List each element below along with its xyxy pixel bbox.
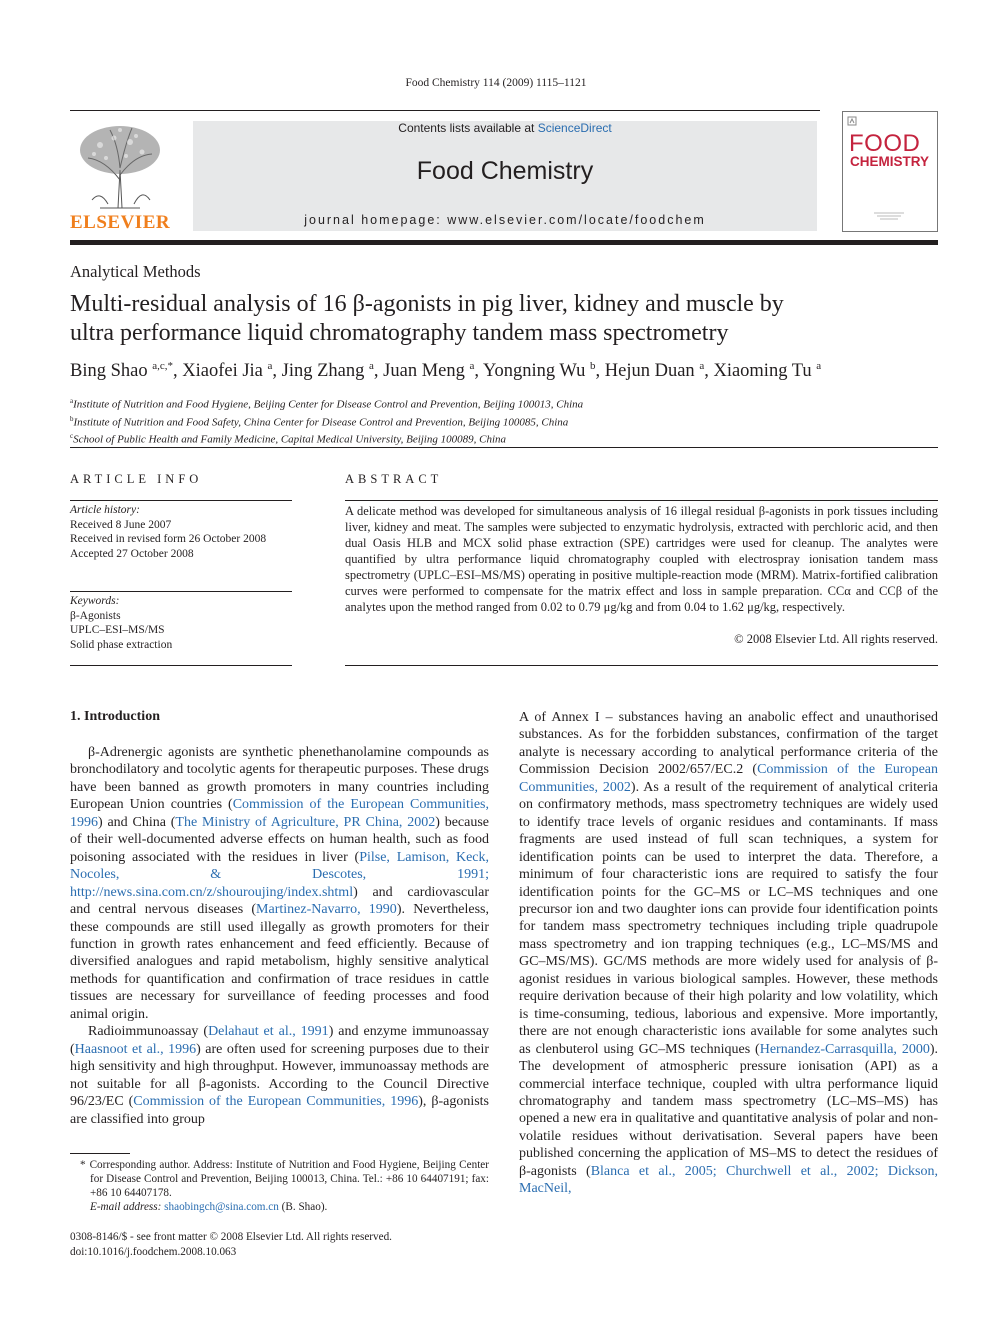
author-name[interactable]: Xiaoming Tu <box>713 361 812 382</box>
author-affiliation-mark[interactable]: a <box>267 360 273 372</box>
email-link[interactable]: shaobingch@sina.com.cn <box>164 1201 279 1213</box>
paragraph-text: ). As a result of the requirement of analytical criteria on confirmatory methods, mass spectrometry techniques are widely used to identify trace levels of organic residues and contaminants. If mass fragments are used instead of full scan techniques, a system for identification points can be used to interpret the data. Therefore, a minimum of four characteristic ions are required to satisfy the four identification points for the GC–MS or LC–MS techniques and one precursor ion and two daughter ions can provide four identification points for tandem mass spectrometry techniques including triple quadrupole mass spectrometry and ion trapping techniques (e.g., LC–MS/MS and GC–MS/MS). GC/MS methods are more widely used for analysis of β-agonist residues in various biological samples. However, these methods require derivation because of their high polarity and low volatility, which is time-consuming, tedious, laborious and expensive. More importantly, there are not enough characteristic ions available for some analytes such as clenbuterol using GC–MS techniques ( <box>519 779 938 1057</box>
contents-line <box>193 121 817 135</box>
article-section: Analytical Methods <box>70 262 201 281</box>
affiliations <box>70 394 583 447</box>
author-affiliation-mark[interactable]: a,c,* <box>152 360 173 372</box>
citation-link[interactable]: Haasnoot et al., 1996 <box>74 1041 197 1057</box>
citation-link[interactable]: The Ministry of Agriculture, PR China, 2002 <box>175 814 436 830</box>
affiliation-text: Institute of Nutrition and Food Safety, China Center for Disease Control and Prevention, Beijing 100085, China <box>73 416 569 429</box>
keyword: UPLC–ESI–MS/MS <box>70 624 165 637</box>
article-title <box>70 290 920 348</box>
paragraph-text: ) are often used for screening purposes due to their high sensitivity and high throughput. However, immunoassay methods are not suitable for all β-agonists. According to the Council Directive 96/23/EC ( <box>70 1041 489 1110</box>
affiliation-c <box>70 429 583 447</box>
affiliation-text: School of Public Health and Family Medicine, Capital Medical University, Beijing 100089, China <box>73 433 507 446</box>
email-note <box>70 1200 489 1214</box>
author-affiliation-mark[interactable]: a <box>816 360 822 372</box>
paragraph-text: ), β-agonists are classified into group <box>70 1094 489 1127</box>
abstract-heading: ABSTRACT <box>345 472 443 486</box>
citation-link[interactable]: Delahaut et al., 1991 <box>208 1024 329 1040</box>
section-rule <box>70 447 938 448</box>
journal-homepage[interactable]: journal homepage: www.elsevier.com/locate/foodchem <box>304 213 706 227</box>
elsevier-wordmark: ELSEVIER <box>70 212 171 233</box>
corresponding-text: Corresponding author. Address: Institute of Nutrition and Food Hygiene, Beijing Center for Disease Control and Prevention, Beijing 100013, China. Tel.: +86 10 64407191; fax: +86 10 64407178. <box>89 1159 489 1199</box>
keywords-block <box>70 594 172 652</box>
header-top-rule <box>70 110 820 111</box>
paragraph-text: A of Annex I – substances having an anabolic effect and unauthorised substances. As for the forbidden substances, confirmation of the target analyte is necessary according to analytical performance criteria of the Commission Decision 2002/657/EC.2 ( <box>519 710 938 778</box>
citation-link[interactable]: Blanca et al., 2005; Churchwell et al., 2002; Dickson, MacNeil, <box>519 1163 938 1197</box>
footnote-mark: * <box>80 1159 86 1171</box>
cover-small-print <box>872 210 906 222</box>
journal-reference: Food Chemistry 114 (2009) 1115–1121 <box>405 77 587 89</box>
citation-link[interactable]: Hernandez-Carrasquilla, 2000 <box>759 1041 930 1057</box>
cover-title-food: FOOD <box>849 130 921 157</box>
intro-paragraph-1 <box>70 744 489 1023</box>
keyword: β-Agonists <box>70 609 121 622</box>
affiliation-mark: c <box>70 432 74 441</box>
author-name[interactable]: Hejun Duan <box>604 361 695 382</box>
author-name[interactable]: Bing Shao <box>70 361 148 382</box>
body-column-left <box>70 744 489 1128</box>
journal-title: Food Chemistry <box>416 157 594 185</box>
citation-link[interactable]: Commission of the European Communities, 1996 <box>133 1094 419 1110</box>
paragraph-text: Radioimmunoassay ( <box>88 1024 209 1040</box>
footnote-rule <box>70 1153 130 1154</box>
elsevier-tree-logo <box>70 120 170 212</box>
footnote <box>70 1158 489 1214</box>
corresponding-author-note <box>70 1158 489 1200</box>
citation-link[interactable]: Commission of the European Communities, 2002 <box>519 762 938 795</box>
paragraph-text: ) and China ( <box>98 814 176 830</box>
history-label: Article history: <box>70 504 140 516</box>
keyword: Solid phase extraction <box>70 638 173 651</box>
received-date: Received 8 June 2007 <box>70 518 172 531</box>
introduction-heading: 1. Introduction <box>70 709 160 724</box>
author-name[interactable]: Juan Meng <box>383 361 465 382</box>
affiliation-b <box>70 412 583 430</box>
issn-line: 0308-8146/$ - see front matter © 2008 Elsevier Ltd. All rights reserved. <box>70 1231 392 1243</box>
abstract-bottom-rule <box>345 665 938 666</box>
abstract-rule <box>345 500 938 501</box>
author-list: Bing Shao $^{a,c,*}$, Xiaofei Jia $^a$, Jing Zhang $^a$, Juan Meng $^a$, Yongning Wu $^b$, Hejun Duan $^a$, Xiaoming Tu $^a$ <box>70 360 822 382</box>
paragraph-text: ) and cardiovascular and central nervous diseases ( <box>70 884 489 918</box>
article-history <box>70 503 266 561</box>
email-label: E-mail address: <box>90 1201 162 1213</box>
cover-emblem-icon <box>847 116 857 126</box>
affiliation-text: Institute of Nutrition and Food Hygiene, Beijing Center for Disease Control and Prevention, Beijing 100013, China <box>73 398 584 411</box>
citation-link[interactable]: Commission of the European Communities, 1996 <box>70 797 489 830</box>
author-name[interactable]: Jing Zhang <box>281 361 365 382</box>
sciencedirect-link[interactable]: ScienceDirect <box>537 121 612 135</box>
affiliation-a <box>70 394 583 412</box>
email-suffix: (B. Shao). <box>281 1201 328 1213</box>
body-column-right <box>519 709 938 1198</box>
author-affiliation-mark[interactable]: a <box>469 360 475 372</box>
citation-link[interactable]: Pilse, Lamison, Keck, Nocoles, & Descotes, 1991; http://news.sina.com.cn/z/shouroujing/index.shtml <box>70 849 489 900</box>
paragraph-text: ) and enzyme immunoassay ( <box>70 1024 489 1057</box>
title-line-1: Multi-residual analysis of 16 β-agonists in pig liver, kidney and muscle by <box>70 291 784 317</box>
affiliation-mark: a <box>70 397 74 405</box>
paragraph-text: β-Adrenergic agonists are synthetic phenethanolamine compounds as bronchodilatory and tocolytic agents for therapeutic purposes. These drugs have been banned as growth promoters in many countries including European Union countries ( <box>70 745 489 813</box>
author-affiliation-mark[interactable]: b <box>590 360 596 372</box>
paragraph-text: ). Nevertheless, these compounds are still used illegally as growth promoters for their function in growth rates enhancement and feed efficiently. Because of diversified analogues and rapid metabolism, highly sensitive analytical methods for quantification and confirmation of trace residues in cattle tissues are necessary for surveillance of feeding processes and food animal origin. <box>70 902 489 1022</box>
citation-link[interactable]: Martinez-Navarro, 1990 <box>256 902 397 918</box>
accepted-date: Accepted 27 October 2008 <box>70 547 194 560</box>
article-info-bottom-rule <box>70 665 292 666</box>
keywords-label: Keywords: <box>70 595 120 607</box>
paragraph-text: ) because of their well-documented adverse effects on human health, such as food poisoning associated with the residues in liver ( <box>70 814 490 865</box>
revised-date: Received in revised form 26 October 2008 <box>70 533 267 546</box>
contents-prefix: Contents lists available at <box>398 121 538 135</box>
paragraph-text: ). The development of atmospheric pressure ionisation (API) as a commercial interface technique, coupled with ultra performance liquid chromatography and tandem mass spectrometry (LC–MS–MS) has opened a new era in qualitative and quantitative analysis of polar and non-volatile residues without derivatisation. Several papers have been published concerning the application of MS–MS to detect the residues of β-agonists ( <box>519 1041 939 1179</box>
keywords-rule <box>70 591 292 592</box>
author-name[interactable]: Yongning Wu <box>482 361 586 382</box>
abstract-copyright: © 2008 Elsevier Ltd. All rights reserved. <box>734 632 938 646</box>
affiliation-mark: b <box>70 414 74 423</box>
intro-paragraph-3 <box>519 709 938 1198</box>
article-info-rule <box>70 500 292 501</box>
page-footer <box>70 1230 392 1259</box>
article-info-heading: ARTICLE INFO <box>70 472 203 486</box>
author-name[interactable]: Xiaofei Jia <box>182 361 263 382</box>
header-thick-rule <box>70 240 938 245</box>
author-affiliation-mark[interactable]: a <box>699 360 705 372</box>
doi-line[interactable]: doi:10.1016/j.foodchem.2008.10.063 <box>70 1245 237 1258</box>
intro-paragraph-2 <box>70 1023 489 1128</box>
abstract-text: A delicate method was developed for simultaneous analysis of 16 illegal residual β-agonists in pork tissues including liver, kidney and meat. The samples were subjected to enzymatic hydrolysis, extracted with perchloric acid, and then dual Oasis HLB and MCX solid phase extraction (SPE) cartridges were used for cleanup. The analytes were quantified by ultra performance liquid chromatography coupled with electrospray ionisation tandem mass spectrometry (UPLC–ESI–MS/MS) operating in positive multiple-reaction mode (MRM). Matrix-fortified calibration curves were performed to compensate for the matrix effect and loss in sample preparation. CCα and CCβ of the analytes upon the method ranged from 0.02 to 0.79 μg/kg and from 0.04 to 1.62 μg/kg, respectively. <box>345 504 938 614</box>
author-affiliation-mark[interactable]: a <box>369 360 374 372</box>
cover-title-chemistry: CHEMISTRY <box>850 154 930 169</box>
title-line-2: ultra performance liquid chromatography tandem mass spectrometry <box>70 320 729 346</box>
